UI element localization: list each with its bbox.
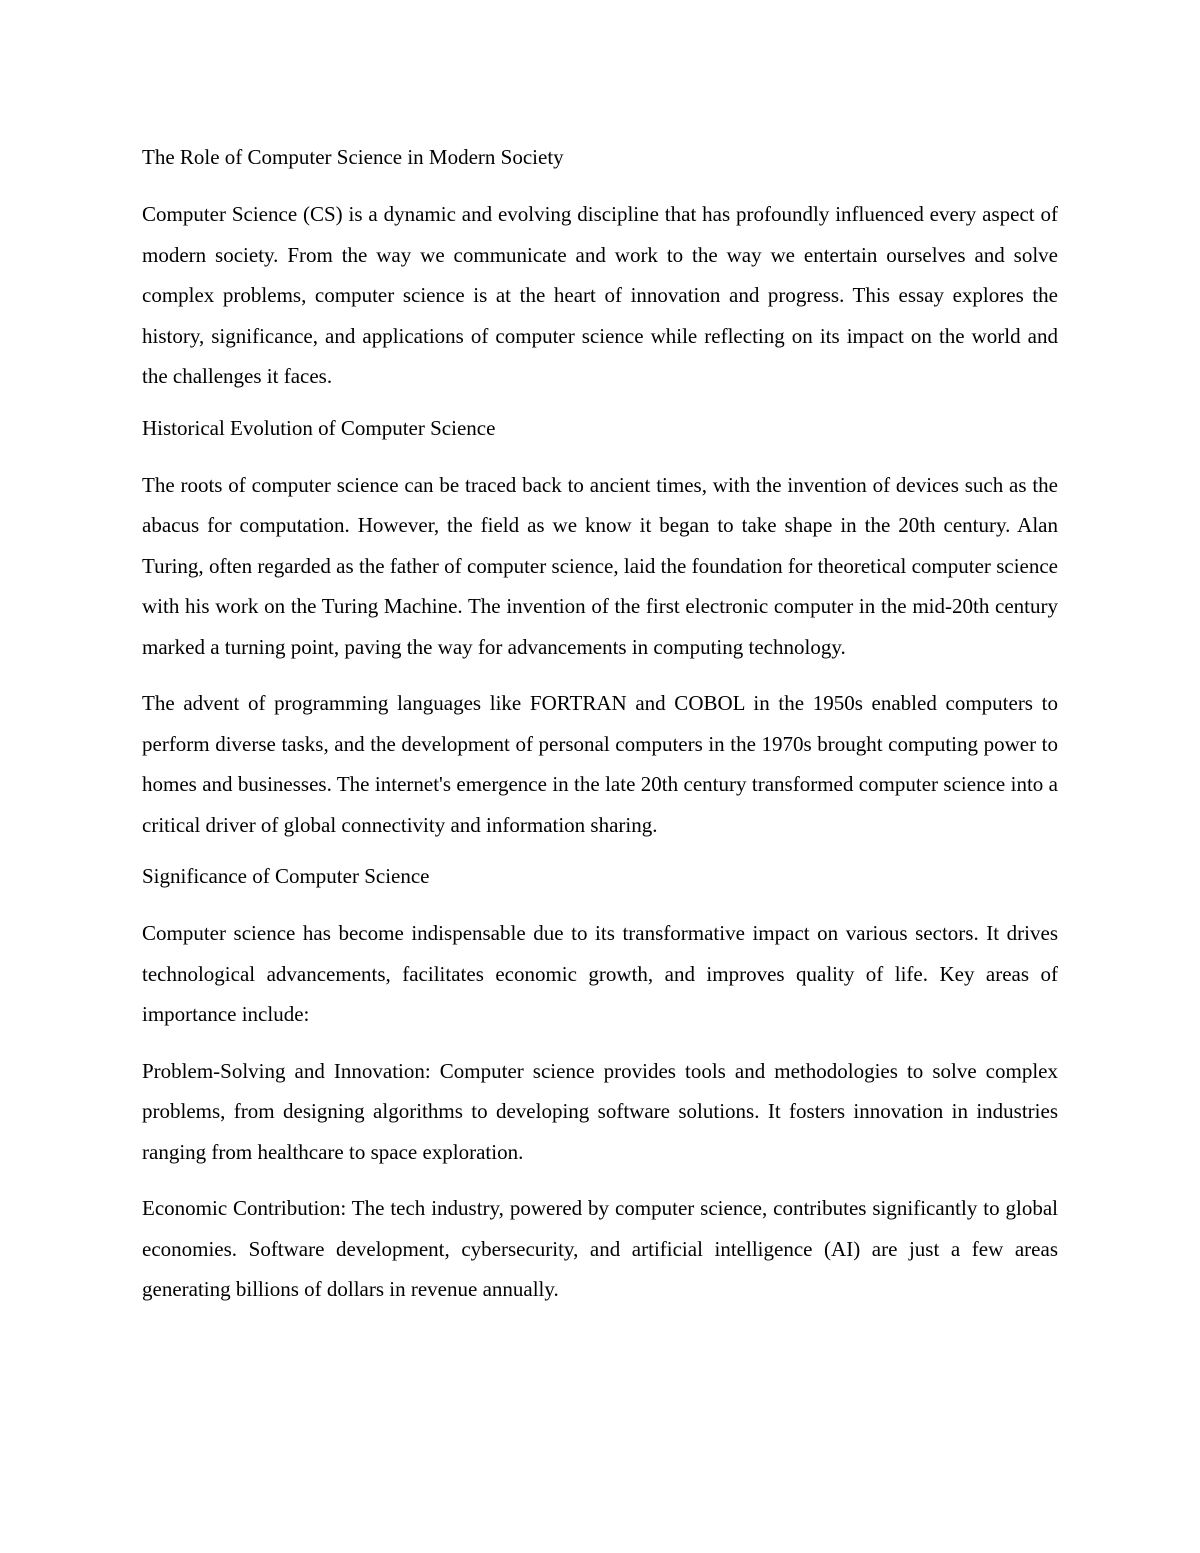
history-paragraph-1: The roots of computer science can be traced back to ancient times, with the invention of devices such as the abacus for computation. However, the field as we know it began to take shape in the 20th century. Alan Turing, often regarded as the father of computer science, laid the foundation for theoretical computer science with his work on the Turing Machine. The invention of the first electronic computer in the mid-20th century marked a turning point, paving the way for advancements in computing technology. (142, 472, 1058, 659)
document-body (142, 142, 1058, 1326)
problem-solving-paragraph: Problem-Solving and Innovation: Computer science provides tools and methodologies to solve complex problems, from designing algorithms to developing software solutions. It fosters innovation in industries ranging from healthcare to space exploration. (142, 1058, 1058, 1164)
intro-paragraph: Computer Science (CS) is a dynamic and evolving discipline that has profoundly influenced every aspect of modern society. From the way we communicate and work to the way we entertain ourselves and solve complex problems, computer science is at the heart of innovation and progress. This essay explores the history, significance, and applications of computer science while reflecting on its impact on the world and the challenges it faces. (142, 202, 1058, 388)
history-paragraph-2: The advent of programming languages like FORTRAN and COBOL in the 1950s enabled computers to perform diverse tasks, and the development of personal computers in the 1970s brought computing power to homes and businesses. The internet's emergence in the late 20th century transformed computer science into a critical driver of global connectivity and information sharing. (142, 691, 1058, 837)
history-heading: Historical Evolution of Computer Science (142, 415, 496, 440)
economic-contribution-paragraph: Economic Contribution: The tech industry, powered by computer science, contributes significantly to global economies. Software development, cybersecurity, and artificial intelligence (AI) are just a few areas generating billions of dollars in revenue annually. (142, 1196, 1058, 1301)
document-title: The Role of Computer Science in Modern Society (142, 145, 564, 169)
significance-heading: Significance of Computer Science (142, 864, 430, 888)
significance-paragraph: Computer science has become indispensable due to its transformative impact on various sectors. It drives technological advancements, facilitates economic growth, and improves quality of life. Key areas of importance include: (142, 921, 1058, 1026)
